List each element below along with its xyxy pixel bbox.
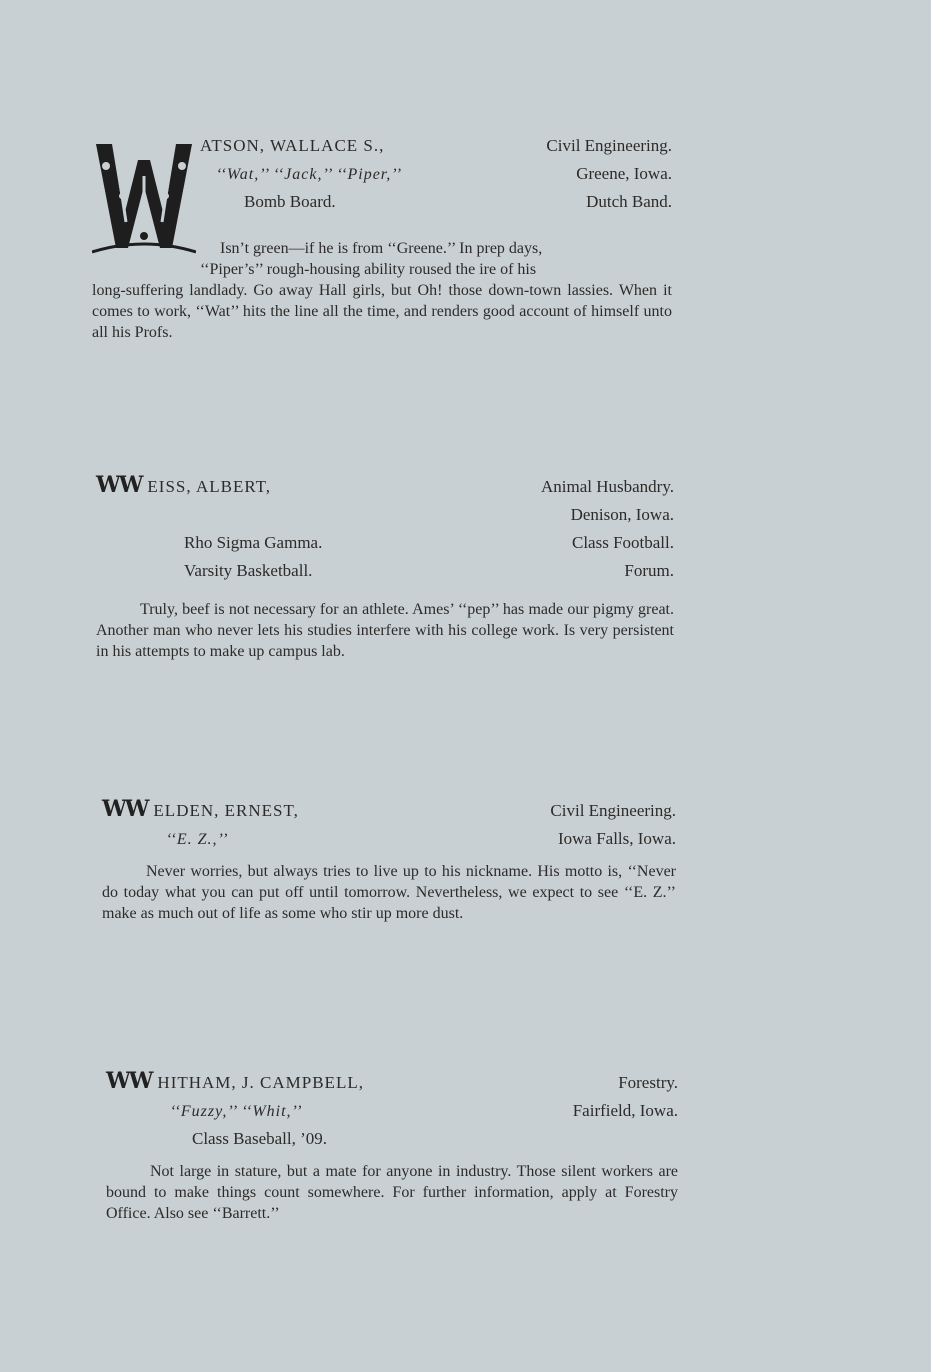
bio-text: long-suffering landlady. Go away Hall girls, but Oh! those down-town lassies. When it comes to work, ‘‘Wat’’ hits the line all the time, and renders good account of himself unto all his Profs. (92, 282, 672, 341)
nicknames: ‘‘E. Z.,’’ (166, 831, 229, 848)
entry-weiss (96, 472, 674, 662)
student-name: HITHAM, J. CAMPBELL, (157, 1073, 364, 1092)
activity: Bomb Board. (244, 192, 336, 211)
activity-right: Class Football. (571, 533, 674, 552)
bio-text: Truly, beef is not necessary for an athlete. Ames’ ‘‘pep’’ has made our pigmy great. Another man who never lets his studies interfere with his college work. Is very persistent in his attempts to make up campus lab. (96, 601, 674, 660)
hometown: Fairfield, Iowa. (572, 1101, 678, 1120)
bio-watson-lead (200, 238, 672, 280)
activity-right: Forum. (624, 561, 674, 580)
major: Civil Engineering. (550, 801, 676, 820)
activity: Class Baseball, ’09. (192, 1129, 328, 1148)
bio-text: Not large in stature, but a mate for anyone in industry. Those silent workers are bound to make things count somewhere. For further information, apply at Forestry Office. Also see ‘‘Barrett.’’ (106, 1163, 678, 1222)
entry-watson (200, 132, 672, 216)
decorated-initial-w (92, 136, 196, 256)
nicknames: ‘‘Fuzzy,’’ ‘‘Whit,’’ (170, 1103, 303, 1120)
student-name: ATSON, WALLACE S., (200, 136, 385, 155)
activity: Rho Sigma Gamma. (184, 533, 323, 552)
hometown: Iowa Falls, Iowa. (557, 829, 676, 848)
hometown: Denison, Iowa. (570, 505, 674, 524)
blackletter-initial: WW (106, 1068, 152, 1094)
major: Forestry. (618, 1073, 678, 1092)
student-name: ELDEN, ERNEST, (153, 801, 299, 820)
student-name: EISS, ALBERT, (147, 477, 272, 496)
blackletter-initial: WW (102, 796, 148, 822)
entry-whitham (106, 1068, 678, 1224)
bio-line-1: Isn’t green—if he is from ‘‘Greene.’’ In prep days, (220, 240, 543, 257)
activity-right: Dutch Band. (586, 192, 672, 211)
student-name-line (102, 796, 299, 822)
major: Civil Engineering. (546, 136, 672, 155)
bio-text: Never worries, but always tries to live up to his nickname. His motto is, ‘‘Never do today what you can put off until tomorrow. Nevertheless, we expect to see ‘‘E. Z.’’ make as much out of life as some who stir up more dust. (102, 863, 676, 922)
student-name-line (106, 1068, 364, 1094)
bio-watson (92, 280, 672, 343)
student-name-line (96, 472, 271, 498)
bio-line-2: ‘‘Piper’s’’ rough-housing ability roused the ire of his (200, 261, 537, 278)
entry-welden (102, 796, 676, 924)
activity: Varsity Basketball. (184, 561, 313, 580)
hometown: Greene, Iowa. (576, 164, 672, 183)
nicknames: ‘‘Wat,’’ ‘‘Jack,’’ ‘‘Piper,’’ (216, 166, 403, 183)
blackletter-initial: WW (96, 472, 142, 498)
major: Animal Husbandry. (541, 477, 674, 496)
